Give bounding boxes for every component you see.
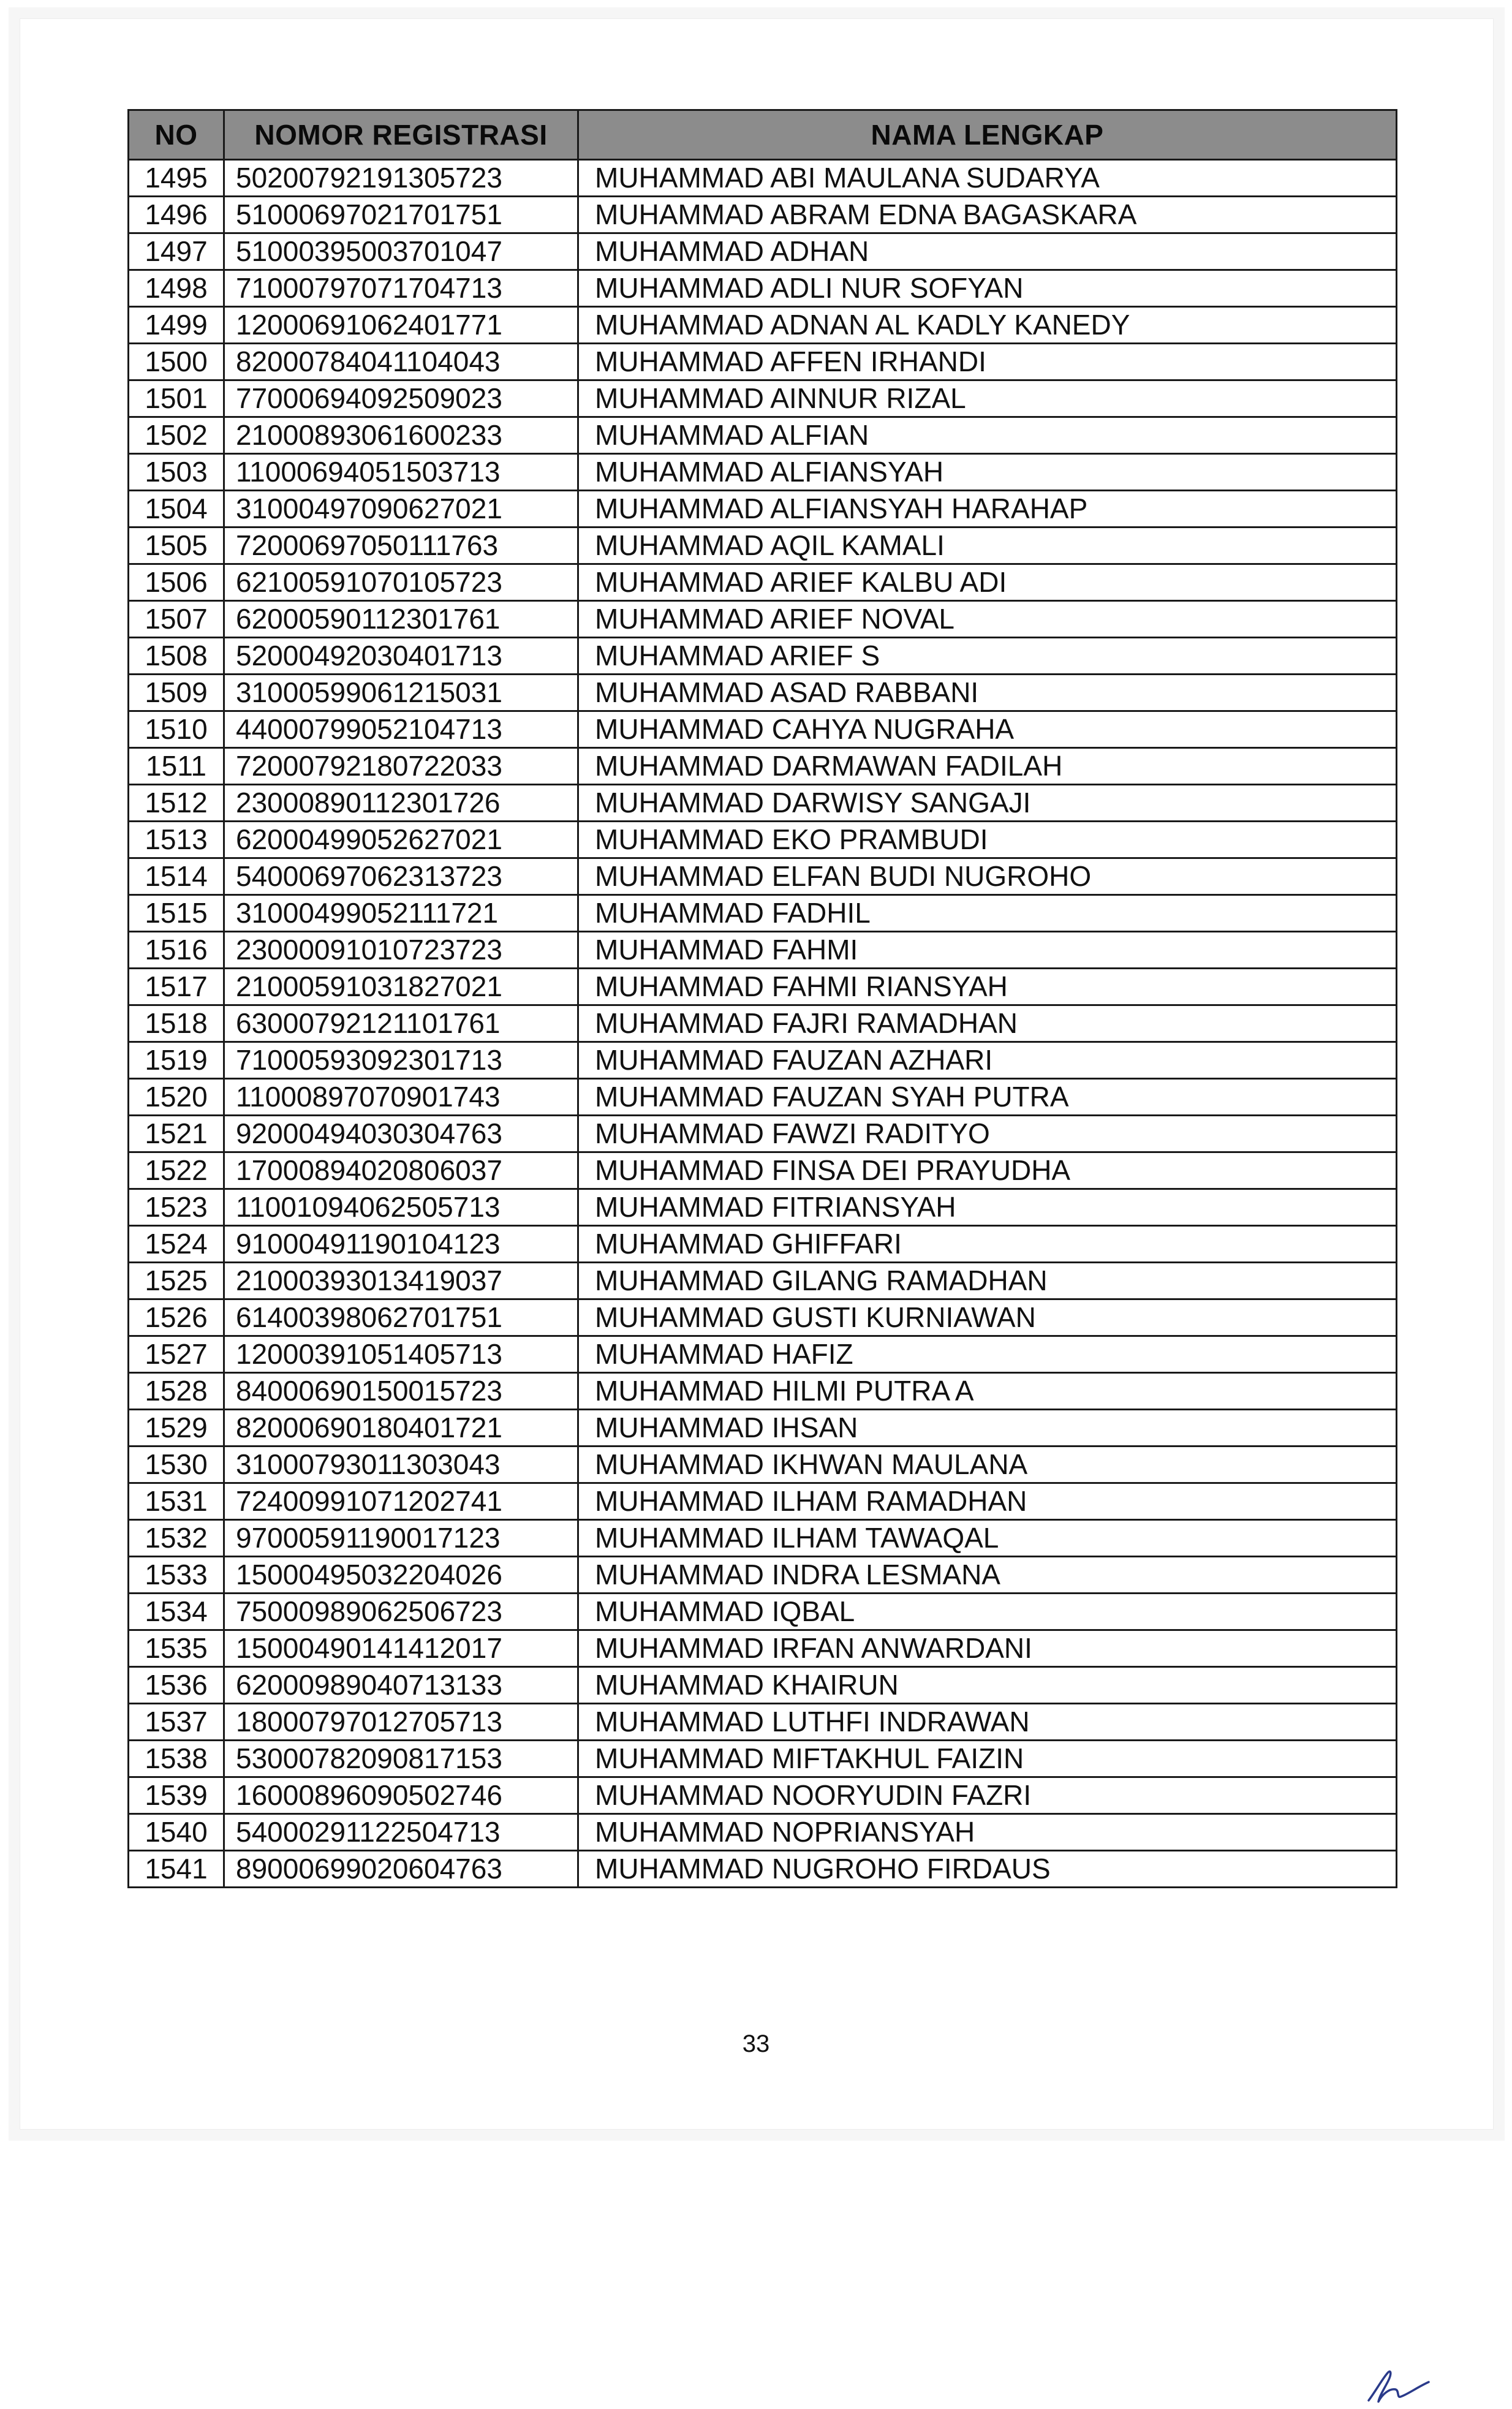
registration-number: 31000499052111721 (224, 895, 578, 932)
full-name: MUHAMMAD ABRAM EDNA BAGASKARA (578, 197, 1397, 233)
full-name: MUHAMMAD ILHAM TAWAQAL (578, 1520, 1397, 1557)
row-number: 1502 (129, 417, 224, 454)
registration-table (127, 109, 1397, 1888)
full-name: MUHAMMAD FAUZAN SYAH PUTRA (578, 1079, 1397, 1116)
full-name: MUHAMMAD AQIL KAMALI (578, 528, 1397, 564)
registration-number: 31000793011303043 (224, 1447, 578, 1483)
row-number: 1506 (129, 564, 224, 601)
full-name: MUHAMMAD IHSAN (578, 1410, 1397, 1447)
row-number: 1527 (129, 1336, 224, 1373)
full-name: MUHAMMAD FAHMI (578, 932, 1397, 969)
registration-number: 15000490141412017 (224, 1630, 578, 1667)
registration-number: 18000797012705713 (224, 1704, 578, 1741)
table-row (129, 197, 1397, 233)
registration-number: 72000792180722033 (224, 748, 578, 785)
row-number: 1539 (129, 1777, 224, 1814)
registration-number: 71000593092301713 (224, 1042, 578, 1079)
full-name: MUHAMMAD AFFEN IRHANDI (578, 344, 1397, 380)
table-row (129, 417, 1397, 454)
row-number: 1505 (129, 528, 224, 564)
table-row (129, 1447, 1397, 1483)
table-row (129, 307, 1397, 344)
full-name: MUHAMMAD LUTHFI INDRAWAN (578, 1704, 1397, 1741)
registration-number: 31000497090627021 (224, 491, 578, 528)
row-number: 1497 (129, 233, 224, 270)
full-name: MUHAMMAD ALFIAN (578, 417, 1397, 454)
row-number: 1520 (129, 1079, 224, 1116)
row-number: 1540 (129, 1814, 224, 1851)
row-number: 1538 (129, 1741, 224, 1777)
registration-number: 50200792191305723 (224, 160, 578, 197)
registration-number: 75000989062506723 (224, 1594, 578, 1630)
column-header-registration: NOMOR REGISTRASI (224, 110, 578, 160)
table-row (129, 1483, 1397, 1520)
table-row (129, 932, 1397, 969)
row-number: 1515 (129, 895, 224, 932)
table-row (129, 380, 1397, 417)
table-row (129, 1667, 1397, 1704)
registration-number: 91000491190104123 (224, 1226, 578, 1263)
table-row (129, 1263, 1397, 1299)
table-header (129, 110, 1397, 160)
table-row (129, 601, 1397, 638)
full-name: MUHAMMAD DARWISY SANGAJI (578, 785, 1397, 822)
registration-number: 17000894020806037 (224, 1152, 578, 1189)
header-row (129, 110, 1397, 160)
full-name: MUHAMMAD ELFAN BUDI NUGROHO (578, 858, 1397, 895)
table-row (129, 1005, 1397, 1042)
row-number: 1534 (129, 1594, 224, 1630)
full-name: MUHAMMAD HAFIZ (578, 1336, 1397, 1373)
row-number: 1524 (129, 1226, 224, 1263)
registration-number: 62000590112301761 (224, 601, 578, 638)
full-name: MUHAMMAD FITRIANSYAH (578, 1189, 1397, 1226)
registration-number: 62000989040713133 (224, 1667, 578, 1704)
handwritten-initials-icon (1365, 2366, 1432, 2409)
full-name: MUHAMMAD FADHIL (578, 895, 1397, 932)
row-number: 1513 (129, 822, 224, 858)
full-name: MUHAMMAD ADHAN (578, 233, 1397, 270)
registration-number: 77000694092509023 (224, 380, 578, 417)
registration-number: 51000697021701751 (224, 197, 578, 233)
full-name: MUHAMMAD AINNUR RIZAL (578, 380, 1397, 417)
registration-number: 21000893061600233 (224, 417, 578, 454)
full-name: MUHAMMAD ABI MAULANA SUDARYA (578, 160, 1397, 197)
registration-number: 63000792121101761 (224, 1005, 578, 1042)
table-row (129, 1594, 1397, 1630)
table-row (129, 1630, 1397, 1667)
full-name: MUHAMMAD IKHWAN MAULANA (578, 1447, 1397, 1483)
table-row (129, 1814, 1397, 1851)
row-number: 1523 (129, 1189, 224, 1226)
row-number: 1501 (129, 380, 224, 417)
registration-number: 84000690150015723 (224, 1373, 578, 1410)
row-number: 1509 (129, 675, 224, 711)
table-row (129, 1851, 1397, 1888)
row-number: 1518 (129, 1005, 224, 1042)
table-row (129, 160, 1397, 197)
row-number: 1537 (129, 1704, 224, 1741)
full-name: MUHAMMAD ARIEF S (578, 638, 1397, 675)
table-row (129, 1299, 1397, 1336)
full-name: MUHAMMAD FAUZAN AZHARI (578, 1042, 1397, 1079)
registration-number: 44000799052104713 (224, 711, 578, 748)
row-number: 1529 (129, 1410, 224, 1447)
full-name: MUHAMMAD NUGROHO FIRDAUS (578, 1851, 1397, 1888)
row-number: 1521 (129, 1116, 224, 1152)
registration-number: 82000690180401721 (224, 1410, 578, 1447)
full-name: MUHAMMAD IQBAL (578, 1594, 1397, 1630)
column-header-no: NO (129, 110, 224, 160)
row-number: 1495 (129, 160, 224, 197)
table-row (129, 528, 1397, 564)
registration-number: 12000391051405713 (224, 1336, 578, 1373)
row-number: 1499 (129, 307, 224, 344)
row-number: 1503 (129, 454, 224, 491)
table-row (129, 491, 1397, 528)
registration-number: 62000499052627021 (224, 822, 578, 858)
row-number: 1525 (129, 1263, 224, 1299)
table-row (129, 1079, 1397, 1116)
registration-number: 92000494030304763 (224, 1116, 578, 1152)
table-row (129, 1557, 1397, 1594)
row-number: 1500 (129, 344, 224, 380)
row-number: 1508 (129, 638, 224, 675)
table-row (129, 638, 1397, 675)
table-row (129, 1336, 1397, 1373)
table-row (129, 675, 1397, 711)
registration-number: 21000393013419037 (224, 1263, 578, 1299)
full-name: MUHAMMAD FAJRI RAMADHAN (578, 1005, 1397, 1042)
table-row (129, 895, 1397, 932)
table-row (129, 233, 1397, 270)
table-row (129, 1226, 1397, 1263)
registration-number: 53000782090817153 (224, 1741, 578, 1777)
registration-number: 97000591190017123 (224, 1520, 578, 1557)
row-number: 1510 (129, 711, 224, 748)
full-name: MUHAMMAD ARIEF KALBU ADI (578, 564, 1397, 601)
row-number: 1531 (129, 1483, 224, 1520)
full-name: MUHAMMAD GHIFFARI (578, 1226, 1397, 1263)
full-name: MUHAMMAD HILMI PUTRA A (578, 1373, 1397, 1410)
full-name: MUHAMMAD EKO PRAMBUDI (578, 822, 1397, 858)
table-row (129, 1373, 1397, 1410)
table-row (129, 1704, 1397, 1741)
full-name: MUHAMMAD KHAIRUN (578, 1667, 1397, 1704)
page-number: 33 (742, 2030, 770, 2057)
table-row (129, 564, 1397, 601)
table-row (129, 1042, 1397, 1079)
table-row (129, 748, 1397, 785)
column-header-full-name: NAMA LENGKAP (578, 110, 1397, 160)
table-row (129, 1152, 1397, 1189)
registration-number: 11000897070901743 (224, 1079, 578, 1116)
full-name: MUHAMMAD IRFAN ANWARDANI (578, 1630, 1397, 1667)
full-name: MUHAMMAD ARIEF NOVAL (578, 601, 1397, 638)
row-number: 1519 (129, 1042, 224, 1079)
full-name: MUHAMMAD DARMAWAN FADILAH (578, 748, 1397, 785)
registration-number: 15000495032204026 (224, 1557, 578, 1594)
table-row (129, 785, 1397, 822)
registration-number: 16000896090502746 (224, 1777, 578, 1814)
registration-number: 62100591070105723 (224, 564, 578, 601)
table-row (129, 1116, 1397, 1152)
registration-number: 23000091010723723 (224, 932, 578, 969)
registration-number: 51000395003701047 (224, 233, 578, 270)
full-name: MUHAMMAD GILANG RAMADHAN (578, 1263, 1397, 1299)
registration-number: 11000694051503713 (224, 454, 578, 491)
full-name: MUHAMMAD ASAD RABBANI (578, 675, 1397, 711)
row-number: 1498 (129, 270, 224, 307)
row-number: 1496 (129, 197, 224, 233)
full-name: MUHAMMAD MIFTAKHUL FAIZIN (578, 1741, 1397, 1777)
table-row (129, 1741, 1397, 1777)
registration-number: 89000699020604763 (224, 1851, 578, 1888)
table-row (129, 1410, 1397, 1447)
registration-number: 61400398062701751 (224, 1299, 578, 1336)
row-number: 1517 (129, 969, 224, 1005)
registration-list-sheet (127, 109, 1396, 1888)
table-row (129, 1777, 1397, 1814)
full-name: MUHAMMAD INDRA LESMANA (578, 1557, 1397, 1594)
full-name: MUHAMMAD NOPRIANSYAH (578, 1814, 1397, 1851)
full-name: MUHAMMAD ADNAN AL KADLY KANEDY (578, 307, 1397, 344)
table-row (129, 270, 1397, 307)
registration-number: 71000797071704713 (224, 270, 578, 307)
row-number: 1528 (129, 1373, 224, 1410)
registration-number: 52000492030401713 (224, 638, 578, 675)
row-number: 1535 (129, 1630, 224, 1667)
row-number: 1511 (129, 748, 224, 785)
full-name: MUHAMMAD ILHAM RAMADHAN (578, 1483, 1397, 1520)
registration-number: 72000697050111763 (224, 528, 578, 564)
table-row (129, 969, 1397, 1005)
row-number: 1516 (129, 932, 224, 969)
registration-number: 23000890112301726 (224, 785, 578, 822)
full-name: MUHAMMAD CAHYA NUGRAHA (578, 711, 1397, 748)
registration-number: 12000691062401771 (224, 307, 578, 344)
registration-number: 54000697062313723 (224, 858, 578, 895)
row-number: 1536 (129, 1667, 224, 1704)
row-number: 1526 (129, 1299, 224, 1336)
table-body (129, 160, 1397, 1888)
registration-number: 72400991071202741 (224, 1483, 578, 1520)
full-name: MUHAMMAD FAWZI RADITYO (578, 1116, 1397, 1152)
registration-number: 31000599061215031 (224, 675, 578, 711)
row-number: 1530 (129, 1447, 224, 1483)
row-number: 1512 (129, 785, 224, 822)
table-row (129, 822, 1397, 858)
full-name: MUHAMMAD NOORYUDIN FAZRI (578, 1777, 1397, 1814)
row-number: 1504 (129, 491, 224, 528)
row-number: 1507 (129, 601, 224, 638)
full-name: MUHAMMAD ALFIANSYAH HARAHAP (578, 491, 1397, 528)
full-name: MUHAMMAD FAHMI RIANSYAH (578, 969, 1397, 1005)
full-name: MUHAMMAD GUSTI KURNIAWAN (578, 1299, 1397, 1336)
row-number: 1541 (129, 1851, 224, 1888)
row-number: 1522 (129, 1152, 224, 1189)
registration-number: 54000291122504713 (224, 1814, 578, 1851)
full-name: MUHAMMAD ALFIANSYAH (578, 454, 1397, 491)
table-row (129, 454, 1397, 491)
registration-number: 11001094062505713 (224, 1189, 578, 1226)
table-row (129, 858, 1397, 895)
row-number: 1514 (129, 858, 224, 895)
full-name: MUHAMMAD ADLI NUR SOFYAN (578, 270, 1397, 307)
table-row (129, 1189, 1397, 1226)
registration-number: 21000591031827021 (224, 969, 578, 1005)
registration-number: 82000784041104043 (224, 344, 578, 380)
full-name: MUHAMMAD FINSA DEI PRAYUDHA (578, 1152, 1397, 1189)
row-number: 1532 (129, 1520, 224, 1557)
table-row (129, 344, 1397, 380)
table-row (129, 1520, 1397, 1557)
row-number: 1533 (129, 1557, 224, 1594)
table-row (129, 711, 1397, 748)
